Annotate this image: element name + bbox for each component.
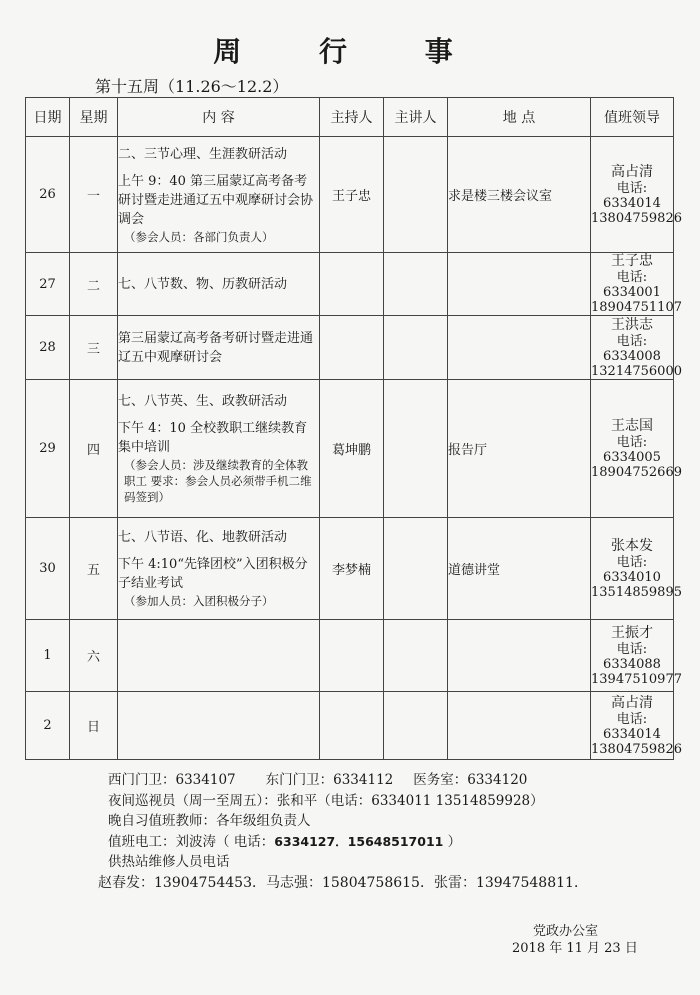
content-line: 七、八节语、化、地教研活动 — [118, 530, 288, 545]
date-cell: 26 — [26, 137, 70, 253]
date-cell: 1 — [26, 620, 70, 692]
evening-study: 晚自习值班教师：各年级组负责人 — [108, 813, 311, 829]
duty-leader-cell — [591, 316, 682, 380]
weekday-cell: 四 — [70, 380, 118, 518]
date-cell: 2 — [26, 692, 70, 760]
content-line: 下午 4:10“先锋团校”入团积极分子结业考试 — [118, 557, 308, 591]
speaker-cell — [384, 253, 448, 316]
weekday-cell: 日 — [70, 692, 118, 760]
header-row — [26, 98, 674, 137]
table-row — [26, 518, 674, 620]
duty-leader-name: 王洪志 — [611, 316, 653, 333]
duty-leader-cell — [591, 380, 682, 518]
duty-leader-name: 王子忠 — [611, 253, 653, 269]
phone-label: 电话: — [616, 434, 648, 450]
phone-label: 电话: — [616, 554, 648, 570]
content-line: 下午 4：10 全校教职工继续教育集中培训 — [118, 421, 308, 455]
mobile-phone: 18904751107 — [591, 300, 682, 315]
mobile-phone: 18904752669 — [591, 464, 682, 480]
host-cell — [320, 316, 384, 380]
place-cell — [448, 316, 591, 380]
content-cell — [118, 380, 320, 518]
content-cell — [118, 137, 320, 253]
attendee-note: （参加人员：入团积极分子） — [124, 594, 274, 608]
east-gate-phone: 东门门卫：6334112 — [265, 772, 394, 788]
phone-label: 电话: — [616, 711, 648, 727]
page-title: 周 行 事 — [213, 35, 487, 68]
table-row — [26, 137, 674, 253]
date-cell: 27 — [26, 253, 70, 316]
host-cell: 葛坤鹏 — [320, 380, 384, 518]
clinic-phone: 医务室：6334120 — [413, 772, 528, 788]
heating-contacts: 赵春发：13904754453．马志强：15804758615．张雷：13947548811． — [98, 874, 588, 891]
weekday-cell: 五 — [70, 518, 118, 620]
office-phone: 6334014 — [603, 726, 661, 742]
host-cell: 王子忠 — [320, 137, 384, 253]
phone-label: 电话: — [616, 270, 648, 285]
table-row — [26, 692, 674, 760]
duty-leader-cell — [591, 620, 682, 692]
duty-leader-name: 王志国 — [611, 417, 653, 434]
office-phone: 6334005 — [603, 449, 661, 465]
header-weekday: 星期 — [70, 98, 118, 137]
office-phone: 6334008 — [603, 348, 661, 364]
date-cell: 29 — [26, 380, 70, 518]
schedule-table — [25, 97, 682, 760]
office-phone: 6334014 — [603, 195, 661, 211]
content-line: 上午 9：40 第三届蒙辽高考备考研讨暨走进通辽五中观摩研讨会协调会 — [118, 173, 314, 227]
phone-label: 电话: — [616, 333, 648, 349]
table-row — [26, 380, 674, 518]
speaker-cell — [384, 518, 448, 620]
duty-leader-name: 张本发 — [611, 537, 653, 554]
content-line: 二、三节心理、生涯教研活动 — [118, 146, 288, 162]
content-cell — [118, 316, 320, 380]
mobile-phone: 13514859895 — [591, 584, 682, 600]
content-cell — [118, 692, 320, 760]
night-patrol: 夜间巡视员（周一至周五）：张和平（电话：6334011 13514859928） — [108, 792, 544, 809]
table-row — [26, 620, 674, 692]
weekday-cell: 六 — [70, 620, 118, 692]
header-place: 地 点 — [448, 98, 591, 137]
header-content: 内 容 — [118, 98, 320, 137]
header-speaker: 主讲人 — [384, 98, 448, 137]
speaker-cell — [384, 316, 448, 380]
duty-leader-name: 高占清 — [611, 163, 653, 180]
phone-label: 电话: — [616, 180, 648, 196]
contact-footer — [98, 770, 588, 893]
office-phone: 6334001 — [603, 285, 661, 300]
mobile-phone: 13214756000 — [591, 363, 682, 379]
office-phone: 6334088 — [603, 656, 661, 672]
header-host: 主持人 — [320, 98, 384, 137]
heating-title: 供热站维修人员电话 — [108, 854, 230, 870]
header-duty: 值班领导 — [591, 98, 674, 137]
place-cell — [448, 253, 591, 316]
host-cell — [320, 620, 384, 692]
attendee-note: （参会人员：涉及继续教育的全体教职工 要求：参会人员必须带手机二维码签到） — [124, 458, 312, 504]
duty-leader-cell — [591, 518, 682, 620]
table-row — [26, 253, 674, 316]
electrician-suffix: ） — [443, 833, 462, 850]
content-line: 七、八节英、生、政教研活动 — [118, 394, 288, 409]
duty-leader-name: 王振才 — [611, 624, 653, 641]
date-cell: 28 — [26, 316, 70, 380]
signature: 党政办公室 — [533, 924, 599, 939]
spacer — [118, 411, 319, 419]
content-line: 第三届蒙辽高考备考研讨暨走进通辽五中观摩研讨会 — [118, 330, 314, 365]
west-gate-phone: 西门门卫：6334107 — [108, 772, 236, 788]
content-cell — [118, 620, 320, 692]
duty-leader-cell — [591, 253, 682, 316]
place-cell: 报告厅 — [448, 380, 591, 518]
place-cell: 道德讲堂 — [448, 518, 591, 620]
speaker-cell — [384, 380, 448, 518]
week-range: 第十五周（11.26～12.2） — [95, 77, 289, 96]
place-cell: 求是楼三楼会议室 — [448, 137, 591, 253]
mobile-phone: 13804759826 — [591, 741, 682, 757]
content-cell — [118, 518, 320, 620]
office-phone: 6334010 — [603, 569, 661, 585]
duty-leader-name: 高占清 — [611, 694, 653, 711]
weekday-cell: 三 — [70, 316, 118, 380]
duty-leader-cell — [591, 692, 682, 760]
electrician-label: 值班电工：刘波涛（ 电话： — [108, 833, 275, 850]
host-cell — [320, 253, 384, 316]
issue-date: 2018 年 11 月 23 日 — [512, 941, 638, 956]
speaker-cell — [384, 692, 448, 760]
weekday-cell: 二 — [70, 253, 118, 316]
spacer — [118, 547, 319, 555]
content-line: 七、八节数、物、历教研活动 — [118, 276, 288, 292]
place-cell — [448, 620, 591, 692]
place-cell — [448, 692, 591, 760]
content-cell — [118, 253, 320, 316]
table-row — [26, 316, 674, 380]
speaker-cell — [384, 620, 448, 692]
header-date: 日期 — [26, 98, 70, 137]
date-cell: 30 — [26, 518, 70, 620]
mobile-phone: 13804759826 — [591, 210, 682, 226]
weekday-cell: 一 — [70, 137, 118, 253]
mobile-phone: 13947510977 — [591, 671, 682, 687]
speaker-cell — [384, 137, 448, 253]
host-cell: 李梦楠 — [320, 518, 384, 620]
electrician-phone: 6334127．15648517011 — [274, 833, 444, 849]
attendee-note: （参会人员：各部门负责人） — [124, 229, 274, 244]
host-cell — [320, 692, 384, 760]
duty-leader-cell — [591, 137, 682, 253]
phone-label: 电话: — [616, 641, 648, 657]
spacer — [118, 164, 319, 172]
